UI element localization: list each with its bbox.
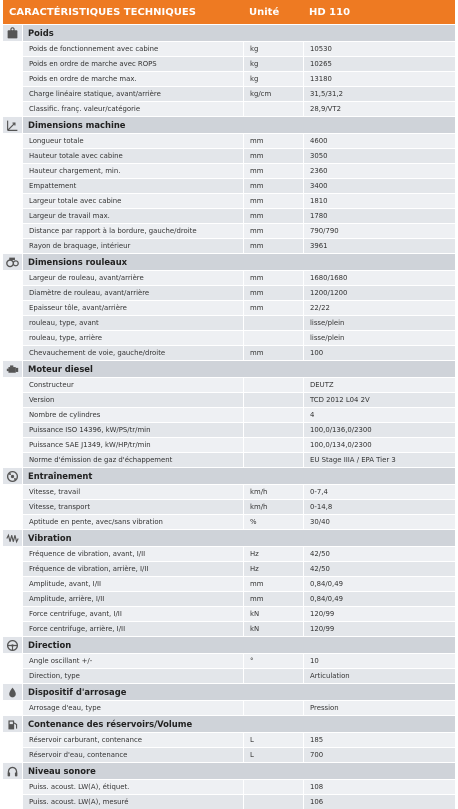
row-unit (243, 780, 303, 794)
row-unit (243, 102, 303, 116)
row-value: 0-7,4 (303, 485, 455, 499)
row-indent (3, 577, 23, 591)
row-unit: mm (243, 209, 303, 223)
header-model: HD 110 (309, 6, 351, 18)
row-value: lisse/plein (303, 331, 455, 345)
section-header (3, 360, 455, 377)
row-unit (243, 453, 303, 467)
row-label: Hauteur totale avec cabine (29, 152, 123, 160)
row-unit (243, 669, 303, 683)
row-indent (3, 316, 23, 330)
table-row (3, 499, 455, 514)
row-indent (3, 271, 23, 285)
row-indent (3, 57, 23, 71)
table-row (3, 148, 455, 163)
table-row (3, 238, 455, 253)
table-row (3, 208, 455, 223)
table-row (3, 300, 455, 315)
table-row (3, 71, 455, 86)
section-title: Direction (28, 640, 72, 650)
table-row (3, 422, 455, 437)
row-label: Amplitude, avant, I/II (29, 580, 102, 588)
table-row (3, 700, 455, 715)
row-indent (3, 224, 23, 238)
row-label: Arrosage d'eau, type (29, 704, 101, 712)
weight-icon (3, 25, 23, 41)
row-value: 10530 (303, 42, 455, 56)
row-label: Puiss. acoust. LW(A), étiquet. (29, 783, 130, 791)
row-indent (3, 194, 23, 208)
row-indent (3, 733, 23, 747)
row-label: Fréquence de vibration, arrière, I/II (29, 565, 149, 573)
row-value: 100,0/134,0/2300 (303, 438, 455, 452)
row-label: Epaisseur tôle, avant/arrière (29, 304, 127, 312)
row-value: lisse/plein (303, 316, 455, 330)
table-row (3, 591, 455, 606)
table-row (3, 41, 455, 56)
table-row (3, 747, 455, 762)
section-header (3, 253, 455, 270)
row-unit: mm (243, 577, 303, 591)
row-label: Vitesse, travail (29, 488, 81, 496)
row-label: Largeur totale avec cabine (29, 197, 122, 205)
row-indent (3, 592, 23, 606)
row-unit: mm (243, 194, 303, 208)
row-indent (3, 669, 23, 683)
table-row (3, 392, 455, 407)
row-value: 108 (303, 780, 455, 794)
row-label: rouleau, type, arrière (29, 334, 103, 342)
table-row (3, 437, 455, 452)
row-unit: mm (243, 239, 303, 253)
fuel-pump-icon (3, 716, 23, 732)
row-label: Rayon de braquage, intérieur (29, 242, 131, 250)
row-indent (3, 42, 23, 56)
row-indent (3, 209, 23, 223)
row-value: 106 (303, 795, 455, 809)
row-unit: ° (243, 654, 303, 668)
row-label: Poids en ordre de marche avec ROPS (29, 60, 157, 68)
row-value: 790/790 (303, 224, 455, 238)
header-label: CARACTÉRISTIQUES TECHNIQUES (9, 6, 196, 18)
row-label: Puissance ISO 14396, kW/PS/tr/min (29, 426, 151, 434)
row-value: 100 (303, 346, 455, 360)
row-label: Poids en ordre de marche max. (29, 75, 137, 83)
row-unit: mm (243, 164, 303, 178)
table-header (3, 0, 455, 24)
row-unit: mm (243, 286, 303, 300)
row-unit: mm (243, 346, 303, 360)
row-indent (3, 748, 23, 762)
row-value: 1810 (303, 194, 455, 208)
row-label: Classific. franç. valeur/catégorie (29, 105, 141, 113)
table-row (3, 315, 455, 330)
row-label: Force centrifuge, arrière, I/II (29, 625, 126, 633)
row-unit (243, 701, 303, 715)
row-indent (3, 562, 23, 576)
row-indent (3, 453, 23, 467)
section-header (3, 762, 455, 779)
table-row (3, 794, 455, 809)
row-label: Réservoir carburant, contenance (29, 736, 142, 744)
table-row (3, 223, 455, 238)
row-indent (3, 607, 23, 621)
row-value: EU Stage IIIA / EPA Tier 3 (303, 453, 455, 467)
row-label: Norme d'émission de gaz d'échappement (29, 456, 173, 464)
row-label: Empattement (29, 182, 77, 190)
row-value: 2360 (303, 164, 455, 178)
section-title: Contenance des réservoirs/Volume (28, 719, 193, 729)
table-row (3, 484, 455, 499)
section-header (3, 715, 455, 732)
row-value: 10 (303, 654, 455, 668)
drive-icon (3, 468, 23, 484)
table-row (3, 668, 455, 683)
row-indent (3, 547, 23, 561)
row-value: 30/40 (303, 515, 455, 529)
table-row (3, 270, 455, 285)
row-value: 1200/1200 (303, 286, 455, 300)
row-indent (3, 331, 23, 345)
row-unit: mm (243, 149, 303, 163)
table-row (3, 606, 455, 621)
row-label: Distance par rapport à la bordure, gauche/droite (29, 227, 197, 235)
table-row (3, 285, 455, 300)
section-header (3, 467, 455, 484)
row-indent (3, 149, 23, 163)
row-indent (3, 134, 23, 148)
row-indent (3, 164, 23, 178)
row-unit (243, 316, 303, 330)
row-unit (243, 378, 303, 392)
row-label: Longueur totale (29, 137, 84, 145)
row-indent (3, 286, 23, 300)
spec-table (3, 0, 455, 809)
row-indent (3, 87, 23, 101)
row-value: 100,0/136,0/2300 (303, 423, 455, 437)
section-header (3, 116, 455, 133)
row-value: Pression (303, 701, 455, 715)
row-label: Puiss. acoust. LW(A), mesuré (29, 798, 129, 806)
row-label: Vitesse, transport (29, 503, 91, 511)
row-unit (243, 438, 303, 452)
table-row (3, 514, 455, 529)
headphones-icon (3, 763, 23, 779)
row-indent (3, 622, 23, 636)
row-unit (243, 331, 303, 345)
table-row (3, 779, 455, 794)
table-row (3, 133, 455, 148)
row-value: TCD 2012 L04 2V (303, 393, 455, 407)
row-value: 1680/1680 (303, 271, 455, 285)
row-indent (3, 378, 23, 392)
row-unit: mm (243, 224, 303, 238)
row-label: Direction, type (29, 672, 80, 680)
row-indent (3, 102, 23, 116)
row-unit (243, 795, 303, 809)
row-value: 13180 (303, 72, 455, 86)
table-row (3, 330, 455, 345)
row-unit: kg (243, 72, 303, 86)
row-label: Réservoir d'eau, contenance (29, 751, 128, 759)
row-label: Hauteur chargement, min. (29, 167, 121, 175)
section-title: Vibration (28, 533, 72, 543)
section-title: Poids (28, 28, 54, 38)
table-row (3, 56, 455, 71)
row-label: Fréquence de vibration, avant, I/II (29, 550, 146, 558)
row-value: DEUTZ (303, 378, 455, 392)
row-indent (3, 515, 23, 529)
row-value: 700 (303, 748, 455, 762)
section-title: Dimensions machine (28, 120, 126, 130)
dimensions-icon (3, 117, 23, 133)
row-label: Force centrifuge, avant, I/II (29, 610, 122, 618)
row-label: Charge linéaire statique, avant/arrière (29, 90, 161, 98)
row-value: 120/99 (303, 622, 455, 636)
row-unit: mm (243, 301, 303, 315)
table-row (3, 101, 455, 116)
row-value: 3400 (303, 179, 455, 193)
row-indent (3, 795, 23, 809)
row-label: Largeur de rouleau, avant/arrière (29, 274, 144, 282)
steering-wheel-icon (3, 637, 23, 653)
row-label: Aptitude en pente, avec/sans vibration (29, 518, 163, 526)
table-row (3, 163, 455, 178)
row-label: Poids de fonctionnement avec cabine (29, 45, 159, 53)
row-unit: mm (243, 271, 303, 285)
row-unit: kg/cm (243, 87, 303, 101)
row-value: 31,5/31,2 (303, 87, 455, 101)
row-label: Angle oscillant +/- (29, 657, 93, 665)
row-value: 4 (303, 408, 455, 422)
row-label: rouleau, type, avant (29, 319, 99, 327)
row-unit: Hz (243, 547, 303, 561)
row-label: Nombre de cylindres (29, 411, 101, 419)
row-unit: kg (243, 42, 303, 56)
row-label: Amplitude, arrière, I/II (29, 595, 105, 603)
row-value: 28,9/VT2 (303, 102, 455, 116)
row-label: Constructeur (29, 381, 74, 389)
row-indent (3, 72, 23, 86)
row-unit: mm (243, 134, 303, 148)
row-unit (243, 423, 303, 437)
table-row (3, 546, 455, 561)
row-unit: L (243, 748, 303, 762)
row-value: 3961 (303, 239, 455, 253)
row-unit (243, 393, 303, 407)
section-title: Dispositif d'arrosage (28, 687, 127, 697)
row-indent (3, 438, 23, 452)
row-indent (3, 408, 23, 422)
engine-icon (3, 361, 23, 377)
section-title: Moteur diesel (28, 364, 93, 374)
row-indent (3, 301, 23, 315)
table-row (3, 653, 455, 668)
row-indent (3, 780, 23, 794)
table-row (3, 621, 455, 636)
row-value: 1780 (303, 209, 455, 223)
header-unit: Unité (249, 6, 280, 18)
row-value: 0,84/0,49 (303, 577, 455, 591)
drum-icon (3, 254, 23, 270)
row-unit: kg (243, 57, 303, 71)
row-unit: % (243, 515, 303, 529)
row-value: 120/99 (303, 607, 455, 621)
row-value: 185 (303, 733, 455, 747)
row-unit (243, 408, 303, 422)
row-unit: mm (243, 179, 303, 193)
row-value: 4600 (303, 134, 455, 148)
table-row (3, 86, 455, 101)
vibration-icon (3, 530, 23, 546)
row-unit: L (243, 733, 303, 747)
row-indent (3, 239, 23, 253)
row-indent (3, 500, 23, 514)
row-value: Articulation (303, 669, 455, 683)
row-value: 0,84/0,49 (303, 592, 455, 606)
row-value: 22/22 (303, 301, 455, 315)
row-value: 42/50 (303, 547, 455, 561)
row-indent (3, 701, 23, 715)
row-label: Puissance SAE J1349, kW/HP/tr/min (29, 441, 151, 449)
table-row (3, 407, 455, 422)
row-indent (3, 393, 23, 407)
section-header (3, 683, 455, 700)
row-value: 3050 (303, 149, 455, 163)
table-row (3, 452, 455, 467)
table-row (3, 561, 455, 576)
table-row (3, 377, 455, 392)
row-value: 10265 (303, 57, 455, 71)
table-row (3, 178, 455, 193)
row-indent (3, 423, 23, 437)
section-title: Niveau sonore (28, 766, 96, 776)
row-indent (3, 485, 23, 499)
row-value: 0-14,8 (303, 500, 455, 514)
row-unit: Hz (243, 562, 303, 576)
table-row (3, 193, 455, 208)
row-unit: kN (243, 622, 303, 636)
section-header (3, 636, 455, 653)
row-label: Diamètre de rouleau, avant/arrière (29, 289, 150, 297)
row-value: 42/50 (303, 562, 455, 576)
section-header (3, 529, 455, 546)
table-row (3, 345, 455, 360)
row-unit: km/h (243, 485, 303, 499)
row-indent (3, 346, 23, 360)
row-unit: km/h (243, 500, 303, 514)
section-header (3, 24, 455, 41)
table-body (3, 24, 455, 809)
row-indent (3, 179, 23, 193)
table-row (3, 576, 455, 591)
row-indent (3, 654, 23, 668)
row-label: Chevauchement de voie, gauche/droite (29, 349, 166, 357)
section-title: Dimensions rouleaux (28, 257, 128, 267)
row-label: Version (29, 396, 55, 404)
row-unit: mm (243, 592, 303, 606)
section-title: Entraînement (28, 471, 93, 481)
table-row (3, 732, 455, 747)
row-unit: kN (243, 607, 303, 621)
water-drop-icon (3, 684, 23, 700)
row-label: Largeur de travail max. (29, 212, 110, 220)
